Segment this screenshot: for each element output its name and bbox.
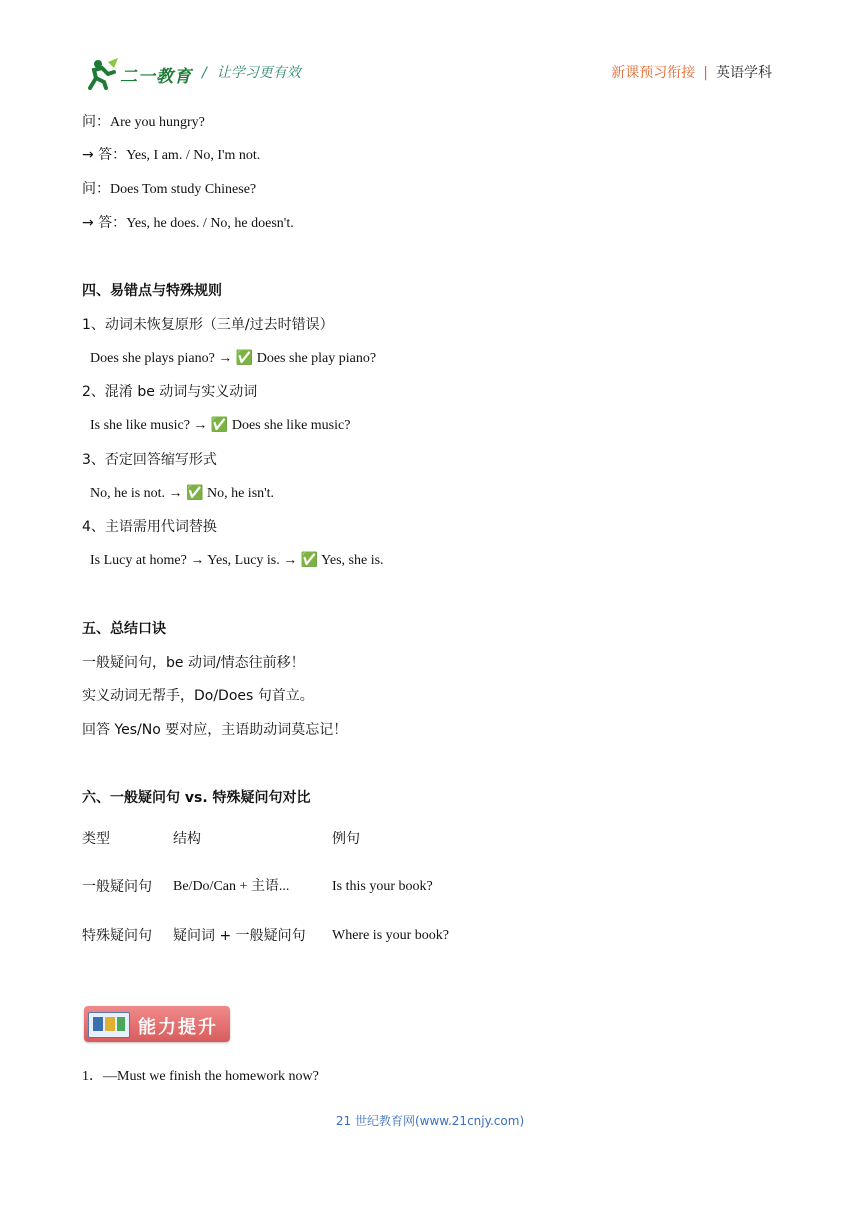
section-heading: 五、总结口诀 [82,621,166,637]
slogan: / 让学习更有效 [202,65,301,81]
logo-text: 二一教育 [120,67,192,87]
rhyme-line: 一般疑问句，be 动词/情态往前移！ [82,655,305,671]
rule-label: 1、动词未恢复原形（三单/过去时错误） [82,317,334,333]
rule-label: 4、主语需用代词替换 [82,519,217,535]
subject-label: 英语学科 [716,65,772,81]
badge-label: 能力提升 [138,1017,218,1038]
table-header: 类型 [82,831,110,847]
header-subject [611,62,772,82]
question-text: 1．—Must we finish the homework now? [82,1069,319,1084]
table-header: 结构 [173,831,201,847]
rhyme-line: 实义动词无帮手，Do/Does 句首立。 [82,688,314,704]
section-heading: 四、易错点与特殊规则 [82,283,222,299]
qa-line: 问：Are you hungry? [82,114,205,130]
ability-badge [84,1006,230,1042]
rule-label: 2、混淆 be 动词与实义动词 [82,384,258,400]
course-label: 新课预习衔接 [611,65,696,81]
rule-example: Is she like music? → ✅ Does she like music? [90,418,351,433]
table-cell: 疑问词 + 一般疑问句 [173,928,306,944]
section-heading: 六、一般疑问句 vs. 特殊疑问句对比 [82,790,311,806]
qa-line: 问：Does Tom study Chinese? [82,181,257,197]
rule-example: No, he is not. → ✅ No, he isn't. [90,486,275,501]
qa-line: → 答：Yes, I am. / No, I'm not. [82,147,261,163]
table-cell: Where is your book? [332,928,450,943]
rule-label: 3、否定回答缩写形式 [82,452,217,468]
rhyme-line: 回答 Yes/No 要对应，主语助动词莫忘记！ [82,722,348,738]
page-footer: 21 世纪教育网(www.21cnjy.com) [335,1114,525,1128]
page-header [0,0,860,100]
header-separator: | [703,65,708,81]
table-header: 例句 [332,831,360,847]
table-cell: Is this your book? [332,879,433,894]
rule-example: Does she plays piano? → ✅ Does she play piano? [90,351,377,366]
qa-line: → 答：Yes, he does. / No, he doesn't. [82,215,294,231]
table-cell: 特殊疑问句 [82,928,152,944]
rule-example: Is Lucy at home? → Yes, Lucy is. → ✅ Yes, she is. [90,553,384,568]
table-cell: 一般疑问句 [82,879,152,895]
people-icon [88,1012,130,1038]
table-cell: Be/Do/Can + 主语... [173,879,290,894]
